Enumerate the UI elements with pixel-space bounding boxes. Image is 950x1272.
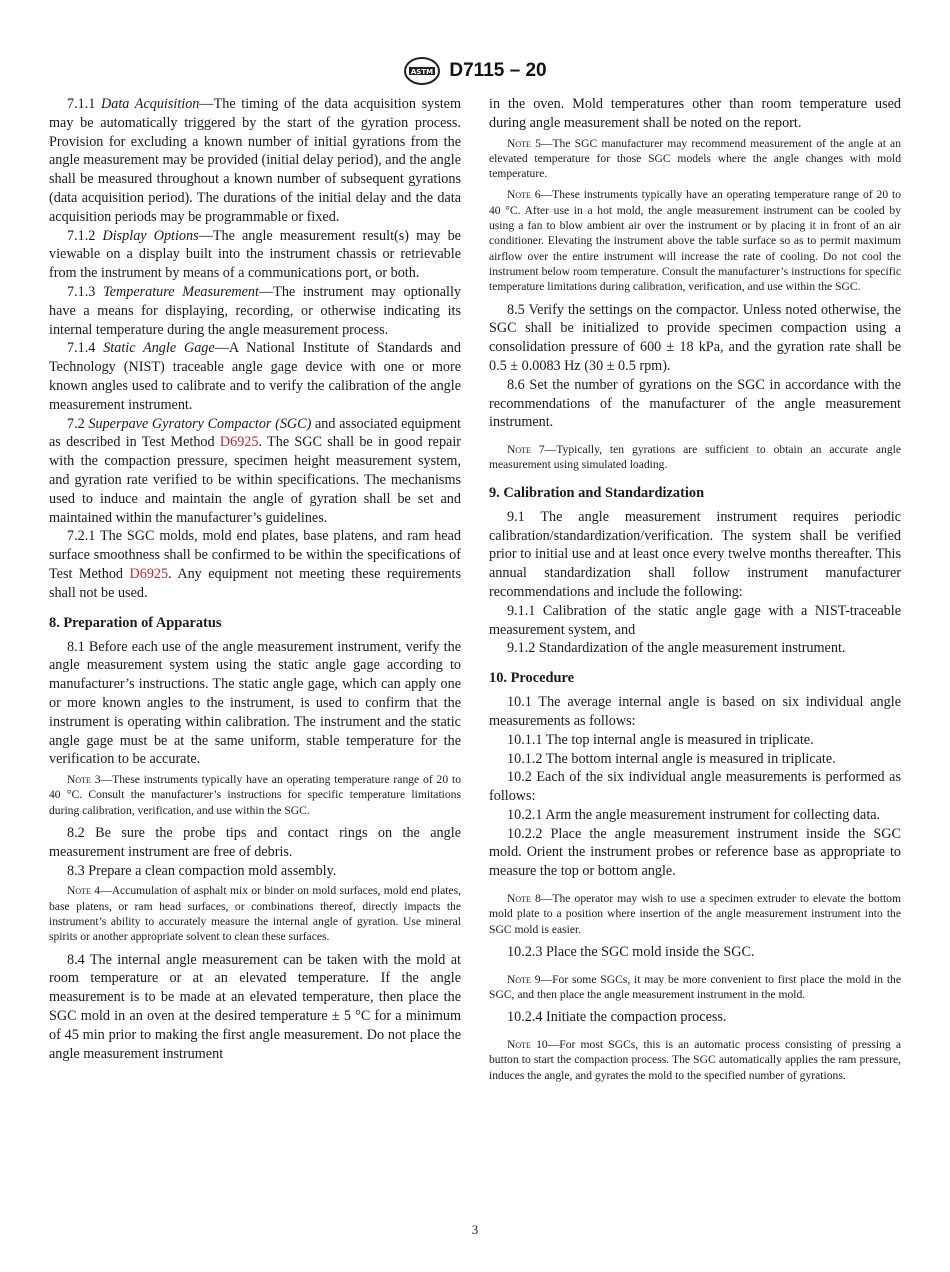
paragraph-10-1: 10.1 The average internal angle is based on six individual angle measurements as follows: bbox=[489, 694, 901, 729]
svg-text:ASTM: ASTM bbox=[411, 68, 434, 76]
note-7: Note 7—Typically, ten gyrations are sufficient to obtain an accurate angle measurement using simulated loading. bbox=[489, 443, 902, 472]
reference-link-d6925[interactable]: D6925 bbox=[219, 434, 259, 451]
paragraph-8-2: 8.2 Be sure the probe tips and contact rings on the angle measurement instrument are free of debris. bbox=[49, 824, 461, 860]
note-9: Note 9—For some SGCs, it may be more convenient to first place the mold in the SGC, and then place the angle measurement instrument in the mold. bbox=[489, 972, 901, 1002]
standard-id: D7115 – 20 bbox=[449, 60, 547, 81]
reference-link-d6925[interactable]: D6925 bbox=[129, 565, 169, 582]
paragraph-10-2-4: 10.2.4 Initiate the compaction process. bbox=[507, 1009, 727, 1026]
page-number: 3 bbox=[471, 1222, 479, 1237]
note-8: Note 8—The operator may wish to use a specimen extruder to elevate the bottom mold plate to a position where insertion of the angle measurement instrument into the SGC mold is easier. bbox=[489, 892, 901, 936]
paragraph-10-1-1: 10.1.1 The top internal angle is measured in triplicate. bbox=[507, 731, 814, 748]
paragraph-7-1-4: 7.1.4 Static Angle Gage—A National Institute of Standards and Technology (NIST) traceable angle gage device with one or more known angles used to calibrate and to verify the calibration of the angle measurement instrument. bbox=[49, 340, 461, 413]
paragraph-7-1-1: 7.1.1 Data Acquisition—The timing of the data acquisition system may be automatically triggered by the start of the gyration process. Provision for excluding a known number of initial gyrations from the angle measurement may be provided (initial delay period), and the angle shall be measured throughout a known number of subsequent gyrations (data acquisition period). The durations of the initial delay and the data acquisition periods may be programmable or fixed. bbox=[49, 96, 461, 225]
paragraph-8-1: 8.1 Before each use of the angle measurement instrument, verify the angle measurement system using the static angle gage according to manufacturer’s instructions. The static angle gage, which can apply one or more known angles to the instrument, is used to confirm that the instrument is operating within calibration. The instrument and the static angle gage must be at the same uniform, stable temperature for the verification to be accurate. bbox=[49, 638, 461, 768]
right-column bbox=[489, 95, 901, 1089]
paragraph-8-4-continued: in the oven. Mold temperatures other than room temperature used during angle measurement shall be noted on the report. bbox=[489, 96, 901, 131]
paragraph-10-2-3: 10.2.3 Place the SGC mold inside the SGC. bbox=[507, 943, 755, 960]
paragraph-10-2-1: 10.2.1 Arm the angle measurement instrument for collecting data. bbox=[507, 806, 881, 823]
note-3: Note 3—These instruments typically have an operating temperature range of 20 to 40 °C. Consult the manufacturer’s instructions for specific temperature limitations during calibration, verification, and use within the SGC. bbox=[49, 773, 461, 817]
paragraph-10-2: 10.2 Each of the six individual angle measurements is performed as follows: bbox=[489, 769, 901, 805]
section-heading-10: 10. Procedure bbox=[489, 670, 574, 687]
note-10: Note 10—For most SGCs, this is an automatic process consisting of pressing a button to start the compaction process. The SGC automatically applies the ram pressure, induces the angle, and gyrates the mold to the specified number of gyrations. bbox=[489, 1038, 901, 1082]
note-6: Note 6—These instruments typically have an operating temperature range of 20 to 40 °C. After use in a hot mold, the angle measurement instrument can be cooled by using a fan to blow ambient air over the instrument or by placing it in front of an air conditioner. Elevating the instrument above the table surface so as to permit maximum airflow over the entire instrument will increase the rate of cooling. Do not cool the instrument below room temperature. Consult the manufacturer’s instructions for specific temperature limitations during calibration, verification, and use within the SGC. bbox=[489, 188, 901, 294]
paragraph-10-1-2: 10.1.2 The bottom internal angle is measured in triplicate. bbox=[507, 750, 836, 767]
section-heading-8: 8. Preparation of Apparatus bbox=[49, 614, 222, 631]
page-header bbox=[0, 54, 950, 88]
section-heading-9: 9. Calibration and Standardization bbox=[489, 484, 705, 501]
astm-logo-icon bbox=[403, 56, 441, 86]
note-4: Note 4—Accumulation of asphalt mix or binder on mold surfaces, mold end plates, base platens, or ram head surfaces, or combinations thereof, directly impacts the instrument’s ability to accurately measure the internal angle of gyration. Use mineral spirits or another appropriate solvent to clean these surfaces. bbox=[49, 884, 461, 944]
paragraph-8-5: 8.5 Verify the settings on the compactor. Unless noted otherwise, the SGC shall be initialized to provide specimen compaction using a consolidation pressure of 600 ± 18 kPa, and the gyration rate shall be 0.5 ± 0.0083 Hz (30 ± 0.5 rpm). bbox=[489, 301, 901, 374]
note-5: Note 5—The SGC manufacturer may recommend measurement of the angle at an elevated temperature for those SGC models where the angle changes with mold temperature. bbox=[489, 136, 902, 181]
left-column bbox=[49, 95, 461, 1063]
paragraph-9-1-1: 9.1.1 Calibration of the static angle gage with a NIST-traceable measurement system, and bbox=[489, 602, 901, 638]
paragraph-7-2-1: 7.2.1 The SGC molds, mold end plates, base platens, and ram head surface smoothness shall be confirmed to be within the specifications of Test Method D6925. Any equipment not meeting these requirements shall not be used. bbox=[49, 528, 461, 601]
paragraph-9-1: 9.1 The angle measurement instrument requires periodic calibration/standardization/verification. The system shall be verified prior to initial use and at least once every twelve months thereafter. This annual standardization shall follow instrument manufacturer recommendations and include the following: bbox=[489, 508, 901, 600]
paragraph-8-3: 8.3 Prepare a clean compaction mold assembly. bbox=[67, 862, 337, 879]
paragraph-7-1-3: 7.1.3 Temperature Measurement—The instrument may optionally have a means for displaying, recording, or otherwise indicating its internal temperature during the angle measurement process. bbox=[49, 283, 462, 338]
paragraph-7-1-2: 7.1.2 Display Options—The angle measurement result(s) may be viewable on a display built into the instrument chassis or retrievable from the instrument by means of a communications port, or both. bbox=[49, 227, 461, 282]
paragraph-8-6: 8.6 Set the number of gyrations on the SGC in accordance with the recommendations of the manufacturer of the angle measurement instrument. bbox=[489, 376, 901, 431]
paragraph-9-1-2: 9.1.2 Standardization of the angle measurement instrument. bbox=[507, 640, 846, 657]
paragraph-7-2: 7.2 Superpave Gyratory Compactor (SGC) and associated equipment as described in Test Method D6925. The SGC shall be in good repair with the compaction pressure, specimen height measurement system, and gyration rate verified to be within specifications. The mechanisms used to induce and maintain the angle of gyration shall be set and maintained within the manufacturer’s guidelines. bbox=[49, 415, 461, 526]
paragraph-8-4: 8.4 The internal angle measurement can be taken with the mold at room temperature or at an elevated temperature. If the angle measurement is to be made at an elevated temperature, then place the SGC mold in an oven at the desired temperature ± 5 °C for a minimum of 45 min prior to making the first angle measurement. Do not place the angle measurement instrument bbox=[49, 951, 461, 1062]
paragraph-10-2-2: 10.2.2 Place the angle measurement instrument inside the SGC mold. Orient the instrument probes or reference base as appropriate to measure the top or bottom angle. bbox=[489, 825, 901, 880]
